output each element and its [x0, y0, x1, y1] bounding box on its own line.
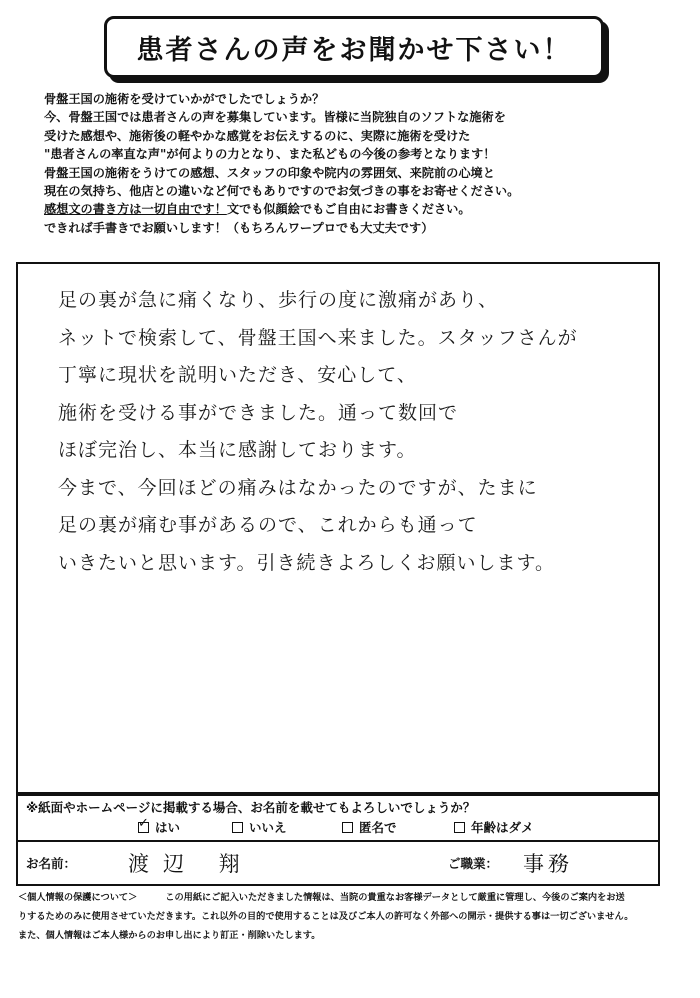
option-yes[interactable]	[138, 818, 180, 836]
option-no-age-label: 年齢はダメ	[471, 820, 534, 835]
privacy-notice	[18, 888, 688, 945]
intro-text	[44, 90, 664, 237]
permission-section	[16, 792, 660, 842]
option-yes-label: はい	[155, 820, 181, 835]
privacy-heading: ＜個人情報の保護について＞	[18, 892, 138, 903]
intro-line: できれば手書きでお願いします！（もちろんワープロでも大丈夫です）	[44, 220, 434, 235]
option-no-age[interactable]	[454, 818, 534, 836]
checkbox-yes[interactable]	[138, 822, 149, 833]
name-label: お名前：	[26, 856, 77, 871]
privacy-line	[18, 888, 688, 907]
comment-area[interactable]	[16, 262, 660, 796]
name-section	[16, 842, 660, 886]
option-no-label: いいえ	[249, 820, 287, 835]
comment-line: 足の裏が痛む事があるので、これからも通って	[58, 514, 478, 536]
intro-highlight: 感想文の書き方は一切自由です！	[44, 202, 227, 217]
comment-line: ほぼ完治し、本当に感謝しております。	[58, 439, 417, 461]
intro-line	[44, 200, 664, 218]
comment-line: 丁寧に現状を説明いただき、安心して、	[58, 364, 417, 386]
permission-question: ※紙面やホームページに掲載する場合、お名前を載せてもよろしいでしょうか？	[26, 800, 476, 815]
name-field[interactable]: 渡辺 翔	[128, 852, 254, 876]
comment-line: 足の裏が急に痛くなり、歩行の度に激痛があり、	[58, 289, 499, 311]
intro-line: 骨盤王国の施術をうけての感想、スタッフの印象や院内の雰囲気、来院前の心境と	[44, 165, 495, 180]
option-anonymous[interactable]	[342, 818, 397, 836]
occupation-label: ご職業：	[448, 856, 499, 871]
intro-line: 今、骨盤王国では患者さんの声を募集しています。皆様に当院独自のソフトな施術を	[44, 110, 506, 125]
comment-line: いきたいと思います。引き続きよろしくお願いします。	[58, 551, 555, 574]
intro-line: 現在の気持ち、他店との違いなど何でもありですのでお気づきの事をお寄せください。	[44, 184, 520, 199]
intro-line-rest: 文でも似顔絵でもご自由にお書きください。	[226, 202, 471, 217]
intro-line: 骨盤王国の施術を受けていかがでしたでしょうか？	[44, 92, 325, 106]
option-no[interactable]	[232, 818, 287, 836]
checkbox-no[interactable]	[232, 822, 243, 833]
checkbox-no-age[interactable]	[454, 822, 465, 833]
handwritten-comment	[58, 282, 658, 582]
privacy-line: また、個人情報はご本人様からのお申し出により訂正・削除いたします。	[18, 930, 321, 941]
comment-line: ネットで検索して、骨盤王国へ来ました。スタッフさんが	[58, 326, 578, 349]
comment-line: 施術を受ける事ができました。通って数回で	[58, 401, 459, 424]
privacy-text: この用紙にご記入いただきました情報は、当院の貴重なお客様データとして厳重に管理し、今後のご案内をお送	[165, 892, 625, 903]
comment-line: 今まで、今回ほどの痛みはなかったのですが、たまに	[58, 476, 538, 499]
permission-options	[18, 818, 658, 840]
checkbox-anonymous[interactable]	[342, 822, 353, 833]
intro-line: 受けた感想や、施術後の軽やかな感覚をお伝えするのに、実際に施術を受けた	[44, 128, 471, 143]
option-anonymous-label: 匿名で	[359, 820, 397, 835]
occupation-field[interactable]: 事務	[523, 852, 573, 876]
privacy-line: りするためのみに使用させていただきます。これ以外の目的で使用することは及びご本人の許可なく外部への開示・提供する事は一切ございません。	[18, 911, 634, 922]
intro-line: "患者さんの率直な声"が何よりの力となり、また私どもの今後の参考となります！	[44, 147, 496, 162]
page-title: 患者さんの声をお聞かせ下さい！	[104, 16, 604, 78]
